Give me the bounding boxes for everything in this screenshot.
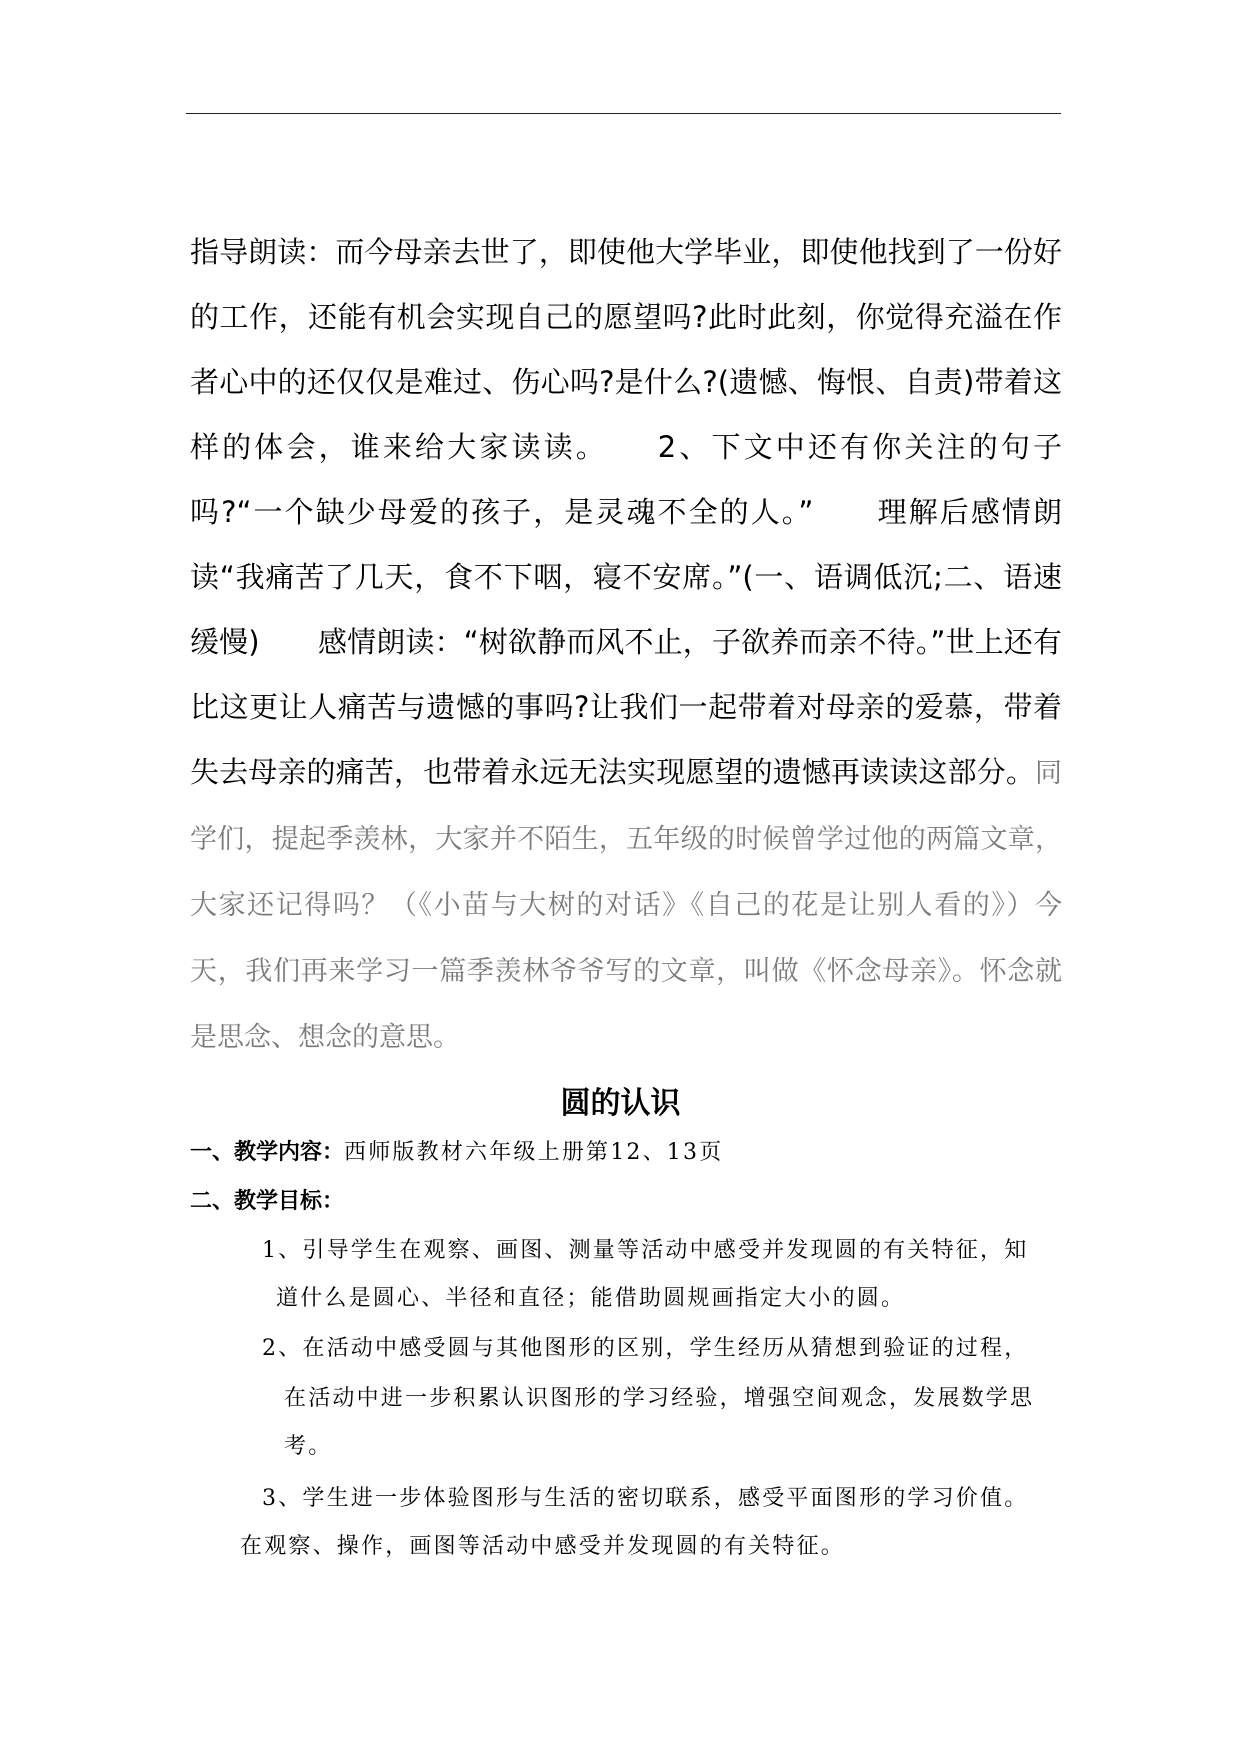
section-title: 圆的认识	[560, 1086, 681, 1121]
goal-3-line-1: 3、学生进一步体验图形与生活的密切联系，感受平面图形的学习价值。	[262, 1486, 1029, 1511]
goal-2-line-1: 2、在活动中感受圆与其他图形的区别，学生经历从猜想到验证的过程，	[262, 1336, 1029, 1361]
teaching-content-text: 西师版教材六年级上册第12、13页	[344, 1140, 724, 1165]
body-paragraph	[190, 220, 1062, 1070]
paragraph-black-text: 指导朗读：而今母亲去世了，即使他大学毕业，即使他找到了一份好的工作，还能有机会实现自己的愿望吗?此时此刻，你觉得充溢在作者心中的还仅仅是难过、伤心吗?是什么?(遗憾、悔恨、自责)带着这样的体会，谁来给大家读读。 2、下文中还有你关注的句子吗?“一个缺少母爱的孩子，是灵魂不全的人。” 理解后感情朗读“我痛苦了几天，食不下咽，寝不安席。”(一、语调低沉;二、语速缓慢) 感情朗读：“树欲静而风不止，子欲养而亲不待。”世上还有比这更让人痛苦与遗憾的事吗?让我们一起带着对母亲的爱慕，带着失去母亲的痛苦，也带着永远无法实现愿望的遗憾再读读这部分。	[190, 235, 1062, 789]
goal-2-line-2: 在活动中进一步积累认识图形的学习经验，增强空间观念，发展数学思	[284, 1386, 1035, 1411]
teaching-goals-heading	[190, 1186, 344, 1217]
goal-3-line-2: 在观察、操作，画图等活动中感受并发现圆的有关特征。	[240, 1534, 846, 1559]
teaching-content-label: 一、教学内容：	[190, 1139, 345, 1165]
teaching-content-line	[190, 1137, 723, 1168]
goal-2-line-3: 考。	[284, 1434, 333, 1459]
goal-1-line-1: 1、引导学生在观察、画图、测量等活动中感受并发现圆的有关特征，知	[262, 1238, 1029, 1263]
teaching-goals-label: 二、教学目标：	[190, 1188, 345, 1214]
goal-1-line-2: 道什么是圆心、半径和直径；能借助圆规画指定大小的圆。	[276, 1286, 906, 1311]
header-rule	[186, 113, 1061, 114]
paragraph-gray-text: 同学们，提起季羡林，大家并不陌生，五年级的时候曾学过他的两篇文章，大家还记得吗？（《小苗与大树的对话》《自己的花是让别人看的》）今天，我们再来学习一篇季羡林爷爷写的文章，叫做《怀念母亲》。怀念就是思念、想念的意思。	[190, 758, 1062, 1053]
